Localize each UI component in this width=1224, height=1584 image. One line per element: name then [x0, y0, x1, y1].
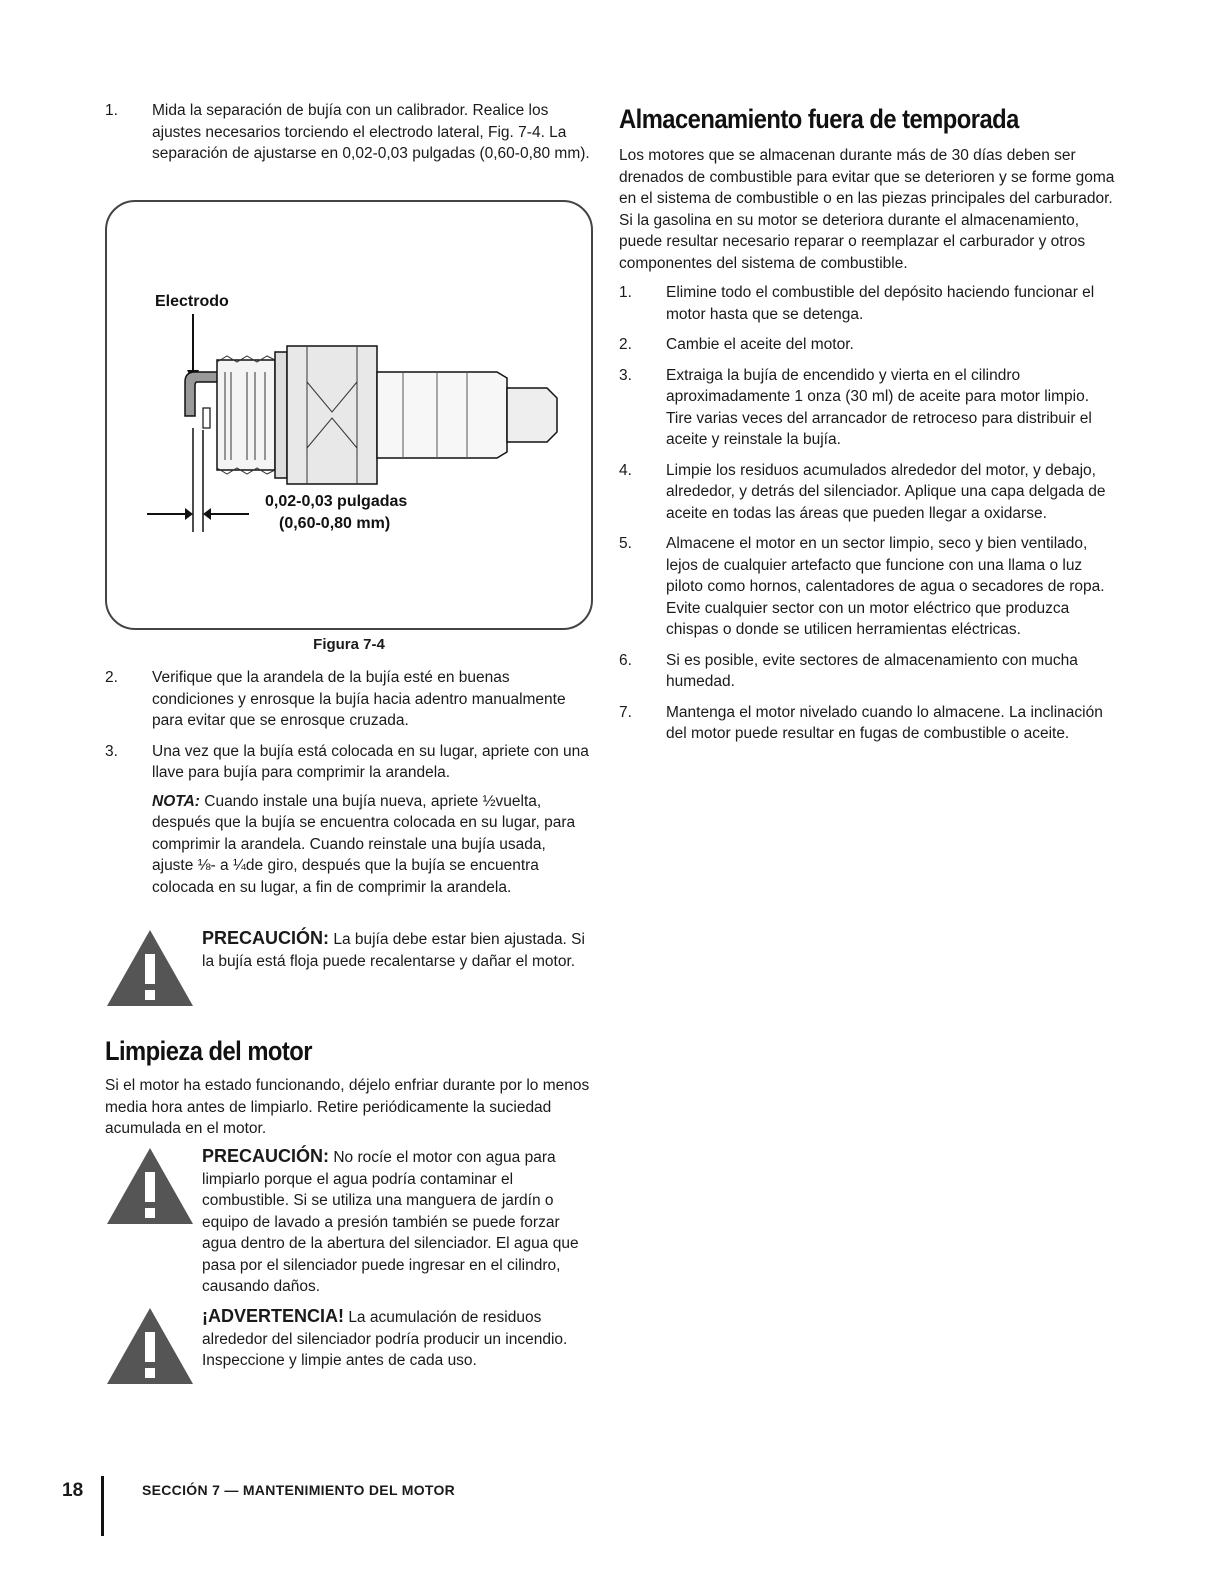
- figure-caption: Figura 7-4: [313, 636, 385, 653]
- hex-body: [287, 346, 377, 484]
- figure-7-4: [105, 200, 593, 630]
- washer: [275, 352, 287, 478]
- left-steps-2-3: [105, 667, 590, 907]
- note-text: Cuando instale una bujía nueva, apriete ½vuelta, después que la bujía se encuentra colocada en su lugar, para comprimir la arandela. Cuando reinstale una bujía usada, ajuste ⅛- a ¼de giro, después que la bujía se encuentra colocada en su lugar, a fin de comprimir la arandela.: [152, 792, 576, 896]
- warning-block: [105, 1306, 590, 1372]
- cleaning-paragraph: Si el motor ha estado funcionando, déjelo enfriar durante por lo menos media hora antes de limpiarlo. Retire periódicamente la suciedad acumulada en el motor.: [105, 1077, 590, 1137]
- gap-label-inches: 0,02-0,03 pulgadas: [265, 493, 408, 510]
- warning-label: ¡ADVERTENCIA!: [202, 1306, 344, 1326]
- step-number: 1.: [105, 102, 118, 119]
- gap-arrowhead-right: [203, 508, 211, 520]
- warning-triangle-icon: [105, 928, 195, 1008]
- step-text: Limpie los residuos acumulados alrededor del motor, y debajo, alrededor, y detrás del silenciador. Aplique una capa delgada de aceite en todas las áreas que pueden llegar a oxidarse.: [666, 461, 1106, 522]
- step-number: 1.: [619, 284, 632, 301]
- step-number: 6.: [619, 651, 632, 669]
- step-number: 3.: [619, 366, 632, 384]
- step-number: 2.: [619, 336, 632, 353]
- gap-label-mm: (0,60-0,80 mm): [279, 515, 391, 532]
- caution-text-2: [202, 1146, 590, 1298]
- step-3: [105, 741, 590, 784]
- spark-plug-illustration: [107, 202, 591, 628]
- step-text: Elimine todo el combustible del depósito haciendo funcionar el motor hasta que se detenga.: [666, 284, 1095, 323]
- caution-text-1: [202, 928, 590, 972]
- gap-arrowhead-left: [185, 508, 193, 520]
- storage-step: [619, 650, 1119, 693]
- step-number: 5.: [619, 535, 632, 552]
- step-1: [105, 100, 590, 165]
- warning-triangle-icon: [105, 1146, 195, 1226]
- caution-label: PRECAUCIÓN:: [202, 928, 330, 948]
- step-number: 4.: [619, 461, 632, 479]
- page-number: 18: [62, 1480, 84, 1501]
- step-text: Mantenga el motor nivelado cuando lo almacene. La inclinación del motor puede resultar en fugas de combustible o aceite.: [666, 703, 1103, 742]
- note: [105, 791, 590, 899]
- step-2: [105, 667, 590, 732]
- right-column: [619, 104, 1119, 754]
- step-number: 2.: [105, 669, 118, 686]
- storage-step: [619, 702, 1119, 745]
- step-text: Si es posible, evite sectores de almacenamiento con mucha humedad.: [666, 651, 1078, 690]
- note-label: NOTA:: [152, 792, 200, 810]
- storage-steps: [619, 282, 1119, 745]
- storage-step: [619, 460, 1119, 525]
- step-text: Mida la separación de bujía con un calibrador. Realice los ajustes necesarios torciendo el electrodo lateral, Fig. 7-4. La separación de ajustarse en 0,02-0,03 pulgadas (0,60-0,80 mm).: [152, 102, 590, 162]
- caution-block-2: [105, 1146, 590, 1298]
- caution-block-1: [105, 928, 590, 972]
- ground-electrode: [185, 372, 219, 416]
- step-text: Una vez que la bujía está colocada en su lugar, apriete con una llave para bujía para comprimir la arandela.: [152, 742, 589, 781]
- terminal: [507, 388, 557, 442]
- section-title: SECCIÓN 7 — MANTENIMIENTO DEL MOTOR: [142, 1482, 456, 1498]
- footer-divider: [101, 1476, 104, 1536]
- storage-step: [619, 282, 1119, 325]
- center-electrode: [203, 408, 210, 428]
- cleaning-heading: Limpieza del motor: [105, 1036, 313, 1066]
- storage-step: [619, 533, 1119, 641]
- storage-heading: Almacenamiento fuera de temporada: [619, 104, 1019, 134]
- caution-body: No rocíe el motor con agua para limpiarlo porque el agua podría contaminar el combustible. Si se utiliza una manguera de jardín o equipo de lavado a presión también se puede forzar agua dentro de la abertura del silenciador. El agua que pasa por el silenciador puede ingresar en el cilindro, causando daños.: [202, 1149, 579, 1295]
- warning-body: La acumulación de residuos alrededor del silenciador podría producir un incendio. Inspeccione y limpie antes de cada uso.: [202, 1309, 568, 1369]
- electrode-label: Electrodo: [155, 293, 229, 310]
- caution-label: PRECAUCIÓN:: [202, 1146, 330, 1166]
- step-text: Almacene el motor en un sector limpio, seco y bien ventilado, lejos de cualquier artefacto que funcione con una llama o luz piloto como hornos, calentadores de agua o secadores de ropa. Evite cualquier sector con un motor eléctrico que produzca chispas o donde se utilicen herramientas eléctricas.: [666, 535, 1105, 638]
- warning-text: [202, 1306, 590, 1372]
- insulator: [377, 372, 507, 458]
- caution-body: La bujía debe estar bien ajustada. Si la bujía está floja puede recalentarse y dañar el motor.: [202, 931, 585, 970]
- warning-triangle-icon: [105, 1306, 195, 1386]
- step-number: 3.: [105, 742, 118, 760]
- step-text: Cambie el aceite del motor.: [666, 336, 854, 353]
- step-number: 7.: [619, 703, 632, 721]
- storage-step: [619, 365, 1119, 451]
- storage-step: [619, 334, 1119, 356]
- storage-intro: Los motores que se almacenan durante más de 30 días deben ser drenados de combustible para evitar que se deterioren y se forme goma en el sistema de combustible o en las piezas principales del carburador. Si la gasolina en su motor se deteriora durante el almacenamiento, puede resultar necesario reparar o reemplazar el carburador y otros componentes del sistema de combustible.: [619, 147, 1115, 272]
- left-column: [105, 100, 590, 174]
- step-text: Verifique que la arandela de la bujía esté en buenas condiciones y enrosque la bujía hacia adentro manualmente para evitar que se enrosque cruzada.: [152, 669, 566, 729]
- thread-section: [217, 360, 275, 470]
- cleaning-section: [105, 1036, 590, 1140]
- step-text: Extraiga la bujía de encendido y vierta en el cilindro aproximadamente 1 onza (30 ml) de aceite para motor limpio. Tire varias veces del arrancador de retroceso para distribuir el aceite y reinstale la bujía.: [666, 366, 1092, 448]
